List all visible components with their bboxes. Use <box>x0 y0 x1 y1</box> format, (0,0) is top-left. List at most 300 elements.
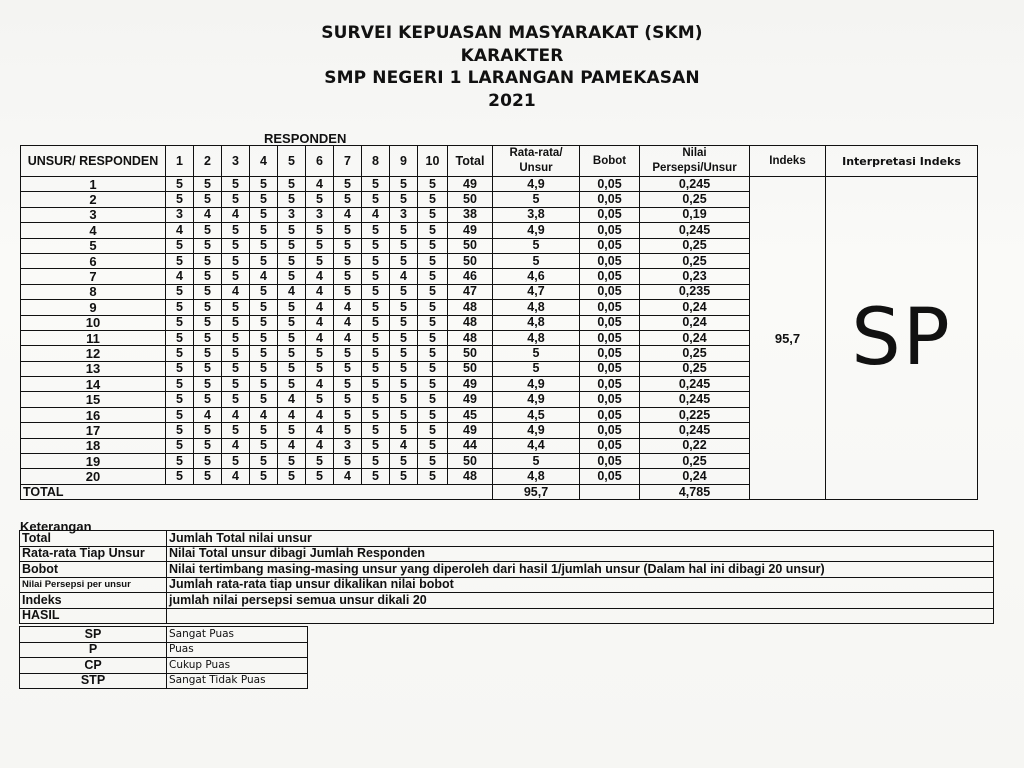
title-line-3: SMP NEGERI 1 LARANGAN PAMEKASAN <box>324 68 700 88</box>
score-cell: 5 <box>390 330 418 345</box>
score-cell: 5 <box>194 454 222 469</box>
score-cell: 5 <box>418 407 448 422</box>
score-cell: 4 <box>222 469 250 484</box>
unsur-cell: 15 <box>21 392 166 407</box>
score-cell: 5 <box>166 253 194 268</box>
score-cell: 5 <box>418 392 448 407</box>
score-cell: 5 <box>362 423 390 438</box>
score-cell: 4 <box>222 407 250 422</box>
score-cell: 5 <box>222 300 250 315</box>
unsur-cell: 19 <box>21 454 166 469</box>
unsur-cell: 4 <box>21 223 166 238</box>
nilai-cell: 0,245 <box>640 177 750 192</box>
nilai-cell: 0,225 <box>640 407 750 422</box>
score-cell: 4 <box>222 438 250 453</box>
hasil-row <box>20 642 308 658</box>
score-cell: 4 <box>306 438 334 453</box>
unsur-cell: 5 <box>21 238 166 253</box>
unsur-cell: 3 <box>21 207 166 222</box>
score-cell: 5 <box>334 423 362 438</box>
bobot-cell: 0,05 <box>580 392 640 407</box>
score-cell: 5 <box>334 407 362 422</box>
rata-cell: 5 <box>493 192 580 207</box>
nilai-cell: 0,25 <box>640 346 750 361</box>
total-cell: 38 <box>448 207 493 222</box>
score-cell: 4 <box>278 392 306 407</box>
score-cell: 5 <box>418 207 448 222</box>
score-cell: 5 <box>222 330 250 345</box>
score-cell: 5 <box>166 392 194 407</box>
title-line-4: 2021 <box>488 90 536 111</box>
score-cell: 4 <box>222 207 250 222</box>
keterangan-value: Nilai tertimbang masing-masing unsur yang diperoleh dari hasil 1/jumlah unsur (Dalam hal ini dibagi 20 unsur) <box>167 562 994 578</box>
total-cell: 50 <box>448 346 493 361</box>
score-cell: 5 <box>362 361 390 376</box>
responden-label: RESPONDEN <box>264 131 347 146</box>
total-cell: 50 <box>448 361 493 376</box>
bobot-cell: 0,05 <box>580 423 640 438</box>
score-cell: 5 <box>222 238 250 253</box>
score-cell: 5 <box>418 223 448 238</box>
score-cell: 5 <box>418 238 448 253</box>
score-cell: 5 <box>418 423 448 438</box>
nilai-cell: 0,25 <box>640 253 750 268</box>
keterangan-key: Total <box>20 531 167 547</box>
header-rata-rata: Rata-rata/ Unsur <box>493 146 580 177</box>
nilai-cell: 0,25 <box>640 454 750 469</box>
score-cell: 5 <box>222 392 250 407</box>
header-total: Total <box>448 146 493 177</box>
score-cell: 5 <box>222 269 250 284</box>
score-cell: 4 <box>250 407 278 422</box>
score-cell: 5 <box>390 361 418 376</box>
score-cell: 5 <box>362 330 390 345</box>
score-cell: 5 <box>250 423 278 438</box>
hasil-table <box>19 626 308 689</box>
unsur-cell: 8 <box>21 284 166 299</box>
score-cell: 5 <box>194 361 222 376</box>
total-cell: 46 <box>448 269 493 284</box>
score-cell: 3 <box>166 207 194 222</box>
header-responden-2: 2 <box>194 146 222 177</box>
unsur-cell: 20 <box>21 469 166 484</box>
survey-table <box>20 145 978 500</box>
score-cell: 5 <box>390 253 418 268</box>
score-cell: 5 <box>362 454 390 469</box>
title-line-1: SURVEI KEPUASAN MASYARAKAT (SKM) <box>321 23 703 43</box>
header-indeks: Indeks <box>750 146 826 177</box>
total-cell: 45 <box>448 407 493 422</box>
score-cell: 5 <box>194 392 222 407</box>
score-cell: 5 <box>278 423 306 438</box>
bobot-cell: 0,05 <box>580 407 640 422</box>
score-cell: 5 <box>250 361 278 376</box>
total-rata: 95,7 <box>493 484 580 499</box>
bobot-cell: 0,05 <box>580 300 640 315</box>
unsur-cell: 11 <box>21 330 166 345</box>
total-cell: 48 <box>448 315 493 330</box>
score-cell: 5 <box>250 330 278 345</box>
rata-cell: 4,4 <box>493 438 580 453</box>
score-cell: 5 <box>390 407 418 422</box>
header-responden-7: 7 <box>334 146 362 177</box>
hasil-label-row <box>20 608 994 624</box>
score-cell: 5 <box>418 361 448 376</box>
hasil-code: CP <box>20 658 167 674</box>
score-cell: 5 <box>390 284 418 299</box>
bobot-cell: 0,05 <box>580 330 640 345</box>
score-cell: 5 <box>334 377 362 392</box>
score-cell: 5 <box>362 269 390 284</box>
header-responden-8: 8 <box>362 146 390 177</box>
hasil-row <box>20 627 308 643</box>
score-cell: 5 <box>194 315 222 330</box>
score-cell: 5 <box>362 284 390 299</box>
score-cell: 5 <box>334 392 362 407</box>
score-cell: 5 <box>250 469 278 484</box>
score-cell: 4 <box>166 269 194 284</box>
score-cell: 4 <box>306 300 334 315</box>
score-cell: 5 <box>334 192 362 207</box>
rata-cell: 5 <box>493 454 580 469</box>
score-cell: 5 <box>390 346 418 361</box>
nilai-cell: 0,245 <box>640 377 750 392</box>
score-cell: 5 <box>418 253 448 268</box>
score-cell: 5 <box>334 454 362 469</box>
unsur-cell: 14 <box>21 377 166 392</box>
header-responden-3: 3 <box>222 146 250 177</box>
score-cell: 5 <box>418 192 448 207</box>
score-cell: 4 <box>334 300 362 315</box>
score-cell: 5 <box>362 438 390 453</box>
rata-cell: 5 <box>493 253 580 268</box>
nilai-cell: 0,23 <box>640 269 750 284</box>
score-cell: 5 <box>278 238 306 253</box>
keterangan-row <box>20 546 994 562</box>
rata-cell: 4,9 <box>493 377 580 392</box>
total-cell: 50 <box>448 238 493 253</box>
hasil-desc: Puas <box>167 642 308 658</box>
rata-cell: 4,7 <box>493 284 580 299</box>
bobot-cell: 0,05 <box>580 361 640 376</box>
score-cell: 5 <box>194 438 222 453</box>
hasil-label: HASIL <box>20 608 167 624</box>
rata-cell: 4,9 <box>493 423 580 438</box>
score-cell: 5 <box>222 346 250 361</box>
rata-cell: 4,8 <box>493 469 580 484</box>
score-cell: 4 <box>306 177 334 192</box>
score-cell: 5 <box>278 330 306 345</box>
rata-cell: 5 <box>493 346 580 361</box>
total-cell: 50 <box>448 454 493 469</box>
score-cell: 5 <box>306 392 334 407</box>
score-cell: 5 <box>418 438 448 453</box>
score-cell: 5 <box>250 253 278 268</box>
score-cell: 4 <box>362 207 390 222</box>
score-cell: 4 <box>390 269 418 284</box>
bobot-cell: 0,05 <box>580 377 640 392</box>
bobot-cell: 0,05 <box>580 223 640 238</box>
score-cell: 5 <box>278 269 306 284</box>
score-cell: 5 <box>418 330 448 345</box>
total-cell: 44 <box>448 438 493 453</box>
score-cell: 5 <box>222 423 250 438</box>
score-cell: 5 <box>250 192 278 207</box>
document-title <box>0 22 1024 112</box>
header-responden-5: 5 <box>278 146 306 177</box>
keterangan-value: jumlah nilai persepsi semua unsur dikali 20 <box>167 593 994 609</box>
nilai-cell: 0,24 <box>640 469 750 484</box>
score-cell: 5 <box>278 377 306 392</box>
score-cell: 4 <box>194 407 222 422</box>
score-cell: 5 <box>250 238 278 253</box>
score-cell: 5 <box>306 469 334 484</box>
score-cell: 3 <box>390 207 418 222</box>
nilai-cell: 0,245 <box>640 392 750 407</box>
score-cell: 5 <box>250 207 278 222</box>
unsur-cell: 9 <box>21 300 166 315</box>
interpretasi-value: SP <box>851 293 952 384</box>
score-cell: 4 <box>306 315 334 330</box>
score-cell: 5 <box>418 377 448 392</box>
unsur-cell: 16 <box>21 407 166 422</box>
score-cell: 5 <box>390 177 418 192</box>
hasil-code: P <box>20 642 167 658</box>
bobot-cell: 0,05 <box>580 438 640 453</box>
score-cell: 5 <box>222 454 250 469</box>
unsur-cell: 18 <box>21 438 166 453</box>
score-cell: 5 <box>222 177 250 192</box>
score-cell: 5 <box>334 269 362 284</box>
score-cell: 5 <box>278 253 306 268</box>
score-cell: 5 <box>306 238 334 253</box>
score-cell: 5 <box>194 300 222 315</box>
bobot-cell: 0,05 <box>580 284 640 299</box>
score-cell: 5 <box>362 192 390 207</box>
score-cell: 3 <box>278 207 306 222</box>
score-cell: 5 <box>362 223 390 238</box>
score-cell: 5 <box>334 223 362 238</box>
keterangan-label: Keterangan <box>20 519 92 534</box>
unsur-cell: 12 <box>21 346 166 361</box>
score-cell: 5 <box>166 330 194 345</box>
rata-cell: 5 <box>493 238 580 253</box>
score-cell: 5 <box>278 192 306 207</box>
rata-cell: 5 <box>493 361 580 376</box>
score-cell: 5 <box>166 315 194 330</box>
rata-cell: 4,9 <box>493 177 580 192</box>
score-cell: 4 <box>306 407 334 422</box>
score-cell: 5 <box>250 315 278 330</box>
score-cell: 3 <box>334 438 362 453</box>
score-cell: 4 <box>334 330 362 345</box>
score-cell: 4 <box>306 269 334 284</box>
score-cell: 5 <box>222 361 250 376</box>
score-cell: 5 <box>250 346 278 361</box>
nilai-cell: 0,25 <box>640 192 750 207</box>
total-cell: 49 <box>448 392 493 407</box>
keterangan-key: Indeks <box>20 593 167 609</box>
score-cell: 5 <box>278 300 306 315</box>
score-cell: 5 <box>278 177 306 192</box>
score-cell: 5 <box>166 377 194 392</box>
keterangan-value: Nilai Total unsur dibagi Jumlah Responden <box>167 546 994 562</box>
score-cell: 5 <box>194 269 222 284</box>
score-cell: 4 <box>306 284 334 299</box>
score-cell: 5 <box>362 469 390 484</box>
total-nilai: 4,785 <box>640 484 750 499</box>
hasil-code: SP <box>20 627 167 643</box>
rata-cell: 4,6 <box>493 269 580 284</box>
rata-cell: 4,9 <box>493 223 580 238</box>
interpretasi-cell <box>826 177 978 500</box>
rata-cell: 3,8 <box>493 207 580 222</box>
score-cell: 4 <box>166 223 194 238</box>
hasil-desc: Sangat Tidak Puas <box>167 673 308 689</box>
nilai-cell: 0,235 <box>640 284 750 299</box>
score-cell: 5 <box>166 192 194 207</box>
score-cell: 5 <box>362 238 390 253</box>
hasil-row <box>20 658 308 674</box>
unsur-cell: 2 <box>21 192 166 207</box>
score-cell: 5 <box>362 377 390 392</box>
total-cell: 47 <box>448 284 493 299</box>
score-cell: 4 <box>334 469 362 484</box>
score-cell: 5 <box>194 223 222 238</box>
score-cell: 5 <box>250 177 278 192</box>
score-cell: 5 <box>250 377 278 392</box>
score-cell: 5 <box>194 253 222 268</box>
score-cell: 5 <box>390 377 418 392</box>
score-cell: 5 <box>278 346 306 361</box>
unsur-cell: 7 <box>21 269 166 284</box>
score-cell: 5 <box>194 346 222 361</box>
score-cell: 5 <box>306 454 334 469</box>
score-cell: 4 <box>306 330 334 345</box>
score-cell: 5 <box>390 454 418 469</box>
score-cell: 5 <box>250 300 278 315</box>
score-cell: 5 <box>362 407 390 422</box>
indeks-value: 95,7 <box>750 177 826 500</box>
score-cell: 5 <box>166 407 194 422</box>
header-responden-10: 10 <box>418 146 448 177</box>
score-cell: 5 <box>362 253 390 268</box>
score-cell: 4 <box>278 438 306 453</box>
score-cell: 5 <box>362 315 390 330</box>
bobot-cell: 0,05 <box>580 346 640 361</box>
bobot-cell: 0,05 <box>580 177 640 192</box>
keterangan-table <box>19 530 994 624</box>
score-cell: 5 <box>334 238 362 253</box>
total-cell: 48 <box>448 330 493 345</box>
score-cell: 4 <box>194 207 222 222</box>
score-cell: 5 <box>166 438 194 453</box>
score-cell: 5 <box>278 361 306 376</box>
bobot-cell: 0,05 <box>580 269 640 284</box>
bobot-cell: 0,05 <box>580 469 640 484</box>
score-cell: 5 <box>306 192 334 207</box>
score-cell: 5 <box>362 300 390 315</box>
score-cell: 4 <box>278 407 306 422</box>
keterangan-key: Bobot <box>20 562 167 578</box>
nilai-cell: 0,25 <box>640 361 750 376</box>
score-cell: 5 <box>362 177 390 192</box>
score-cell: 5 <box>418 315 448 330</box>
score-cell: 5 <box>194 330 222 345</box>
hasil-row <box>20 673 308 689</box>
score-cell: 5 <box>278 223 306 238</box>
keterangan-value: Jumlah rata-rata tiap unsur dikalikan nilai bobot <box>167 577 994 593</box>
score-cell: 4 <box>306 377 334 392</box>
total-row-label: TOTAL <box>21 484 493 499</box>
score-cell: 5 <box>362 392 390 407</box>
nilai-cell: 0,24 <box>640 315 750 330</box>
score-cell: 5 <box>194 177 222 192</box>
unsur-cell: 13 <box>21 361 166 376</box>
total-cell: 49 <box>448 377 493 392</box>
score-cell: 5 <box>306 253 334 268</box>
score-cell: 5 <box>418 454 448 469</box>
total-cell: 49 <box>448 423 493 438</box>
score-cell: 5 <box>418 300 448 315</box>
title-line-2: KARAKTER <box>460 45 564 66</box>
score-cell: 5 <box>222 223 250 238</box>
nilai-cell: 0,19 <box>640 207 750 222</box>
score-cell: 5 <box>418 346 448 361</box>
score-cell: 5 <box>250 392 278 407</box>
keterangan-row <box>20 577 994 593</box>
bobot-cell: 0,05 <box>580 192 640 207</box>
table-row <box>21 177 978 192</box>
score-cell: 5 <box>306 361 334 376</box>
score-cell: 5 <box>418 269 448 284</box>
rata-cell: 4,8 <box>493 315 580 330</box>
header-responden-6: 6 <box>306 146 334 177</box>
score-cell: 5 <box>390 192 418 207</box>
score-cell: 3 <box>306 207 334 222</box>
score-cell: 5 <box>334 346 362 361</box>
score-cell: 5 <box>362 346 390 361</box>
score-cell: 4 <box>334 315 362 330</box>
score-cell: 4 <box>278 284 306 299</box>
score-cell: 5 <box>390 315 418 330</box>
header-nilai-persepsi: Nilai Persepsi/Unsur <box>640 146 750 177</box>
total-cell: 50 <box>448 192 493 207</box>
unsur-cell: 1 <box>21 177 166 192</box>
score-cell: 5 <box>166 454 194 469</box>
header-responden-1: 1 <box>166 146 194 177</box>
score-cell: 5 <box>278 469 306 484</box>
unsur-cell: 17 <box>21 423 166 438</box>
header-bobot: Bobot <box>580 146 640 177</box>
hasil-code: STP <box>20 673 167 689</box>
score-cell: 5 <box>306 223 334 238</box>
score-cell: 5 <box>166 423 194 438</box>
score-cell: 4 <box>222 284 250 299</box>
score-cell: 5 <box>390 423 418 438</box>
keterangan-key: Rata-rata Tiap Unsur <box>20 546 167 562</box>
score-cell: 5 <box>194 284 222 299</box>
score-cell: 5 <box>334 361 362 376</box>
rata-cell: 4,9 <box>493 392 580 407</box>
keterangan-row <box>20 562 994 578</box>
keterangan-row <box>20 531 994 547</box>
score-cell: 5 <box>418 177 448 192</box>
score-cell: 5 <box>166 346 194 361</box>
nilai-cell: 0,22 <box>640 438 750 453</box>
score-cell: 5 <box>222 192 250 207</box>
score-cell: 5 <box>222 315 250 330</box>
